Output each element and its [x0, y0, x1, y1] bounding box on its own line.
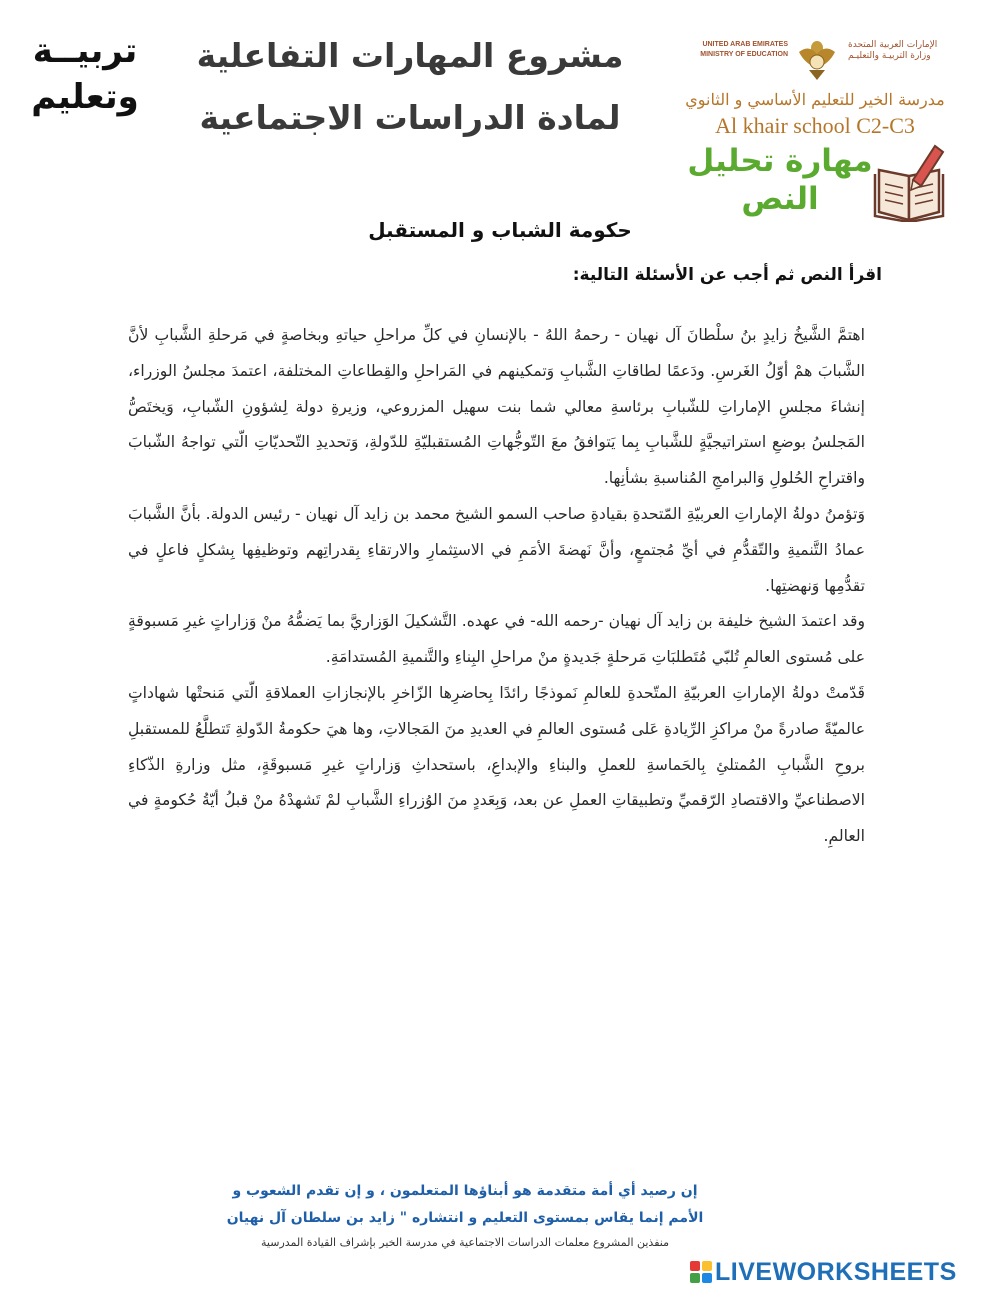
skill-label-line: النص: [741, 181, 819, 217]
instruction-text: اقرأ النص ثم أجب عن الأسئلة التالية:: [572, 265, 882, 285]
uae-falcon-emblem-icon: [795, 34, 839, 82]
project-title-line: لمادة الدراسات الاجتماعية: [199, 98, 621, 137]
brand-square: [702, 1261, 712, 1271]
brand-square: [690, 1261, 700, 1271]
school-name-en: Al khair school C2-C3: [715, 113, 915, 138]
education-logo-line: تربيــة: [32, 31, 138, 71]
brand-name: LIVEWORKSHEETS: [715, 1257, 957, 1286]
footer-quote: [180, 1178, 750, 1232]
ministry-ar-line: الإمارات العربية المتحدة: [848, 40, 938, 50]
education-logo: [30, 28, 140, 120]
skill-label: [685, 142, 875, 218]
footer-quote-line: إن رصيد أي أمة متقدمة هو أبناؤها المتعلمون ، و إن تقدم الشعوب و: [232, 1183, 698, 1199]
ministry-en-line: MINISTRY OF EDUCATION: [700, 51, 788, 58]
passage-paragraph: قَدّمتْ دولةُ الإماراتِ العربيّةِ المتّحدةِ للعالمِ نَموذجًا رائدًا بِحاضرِها الزّاخرِ بالإنجازاتِ العملاقةِ الّتي مَنحتْها شهاداتٍ عالميّةً صادرةً منْ مراكزِ الرِّيادةِ عَلى مُستوى العالمِ في العديدِ منَ المَجالاتِ، وها هيَ حكومةُ الدّولةِ تَتطلَّعُ للمستقبلِ بروحِ الشَّبابِ المُمتلئِ بِالحَماسةِ للعملِ والبناءِ والإبداعِ، باستحداثِ وَزاراتٍ غيرِ مَسبوقَةٍ، مثل وزارةِ الذّكاءِ الاصطناعيِّ والاقتصادِ الرّقميِّ وتطبيقاتِ العملِ عن بعد، وَبِعَددٍ منَ الوُزراءِ الشَّبابِ لمْ تَشهدْهُ منْ قبلُ أيّةُ حُكومةٍ في العالمِ.: [128, 683, 865, 846]
ministry-en-line: UNITED ARAB EMIRATES: [702, 41, 788, 48]
ministry-header: [668, 32, 968, 92]
brand-square: [702, 1273, 712, 1283]
footer-quote-line: الأمم إنما يقاس بمستوى التعليم و انتشاره " زايد بن سلطان آل نهيان: [226, 1210, 704, 1226]
school-name-ar: مدرسة الخير للتعليم الأساسي و الثانوي: [685, 90, 945, 109]
brand-square: [690, 1273, 700, 1283]
project-title: [185, 25, 635, 149]
passage-paragraph: وَتؤمنُ دولةُ الإماراتِ العربيّةِ المّتحدةِ بقيادةِ صاحب السمو الشيخ محمد بن زايد آل نهيان - رئيس الدولة. بأنَّ الشَّبابَ عمادُ التَّنميةِ والتّقدُّمِ في أيِّ مُجتمعٍ، وأنَّ نَهضةَ الأمَمِ في الاستِثمارِ والارتقاءِ بِقدراتِهم وتوظيفِها بِشكلٍ فاعلٍ في تقدُّمِها وَنهضتِها.: [128, 504, 865, 595]
passage-paragraph: اهتمَّ الشَّيخُ زايدٍ بنُ سلْطانَ آل نهيان - رحمهُ اللهُ - بالإنسانِ في كلِّ مراحلِ حياتهِ وبخاصةٍ في مَرحلةِ الشَّبابِ لأنَّ الشَّبابَ همْ أوّلُ الغَرسِ. ودَعمًا لطاقاتِ الشَّبابِ وَتمكينهم في المَراحلِ والقِطاعاتِ المختلفة، اعتمدَ مجلسُ الوزراء، إنشاءَ مجلسِ الإماراتِ للشّبابِ برئاسةِ معالي شما بنت سهيل المزروعي، وزيرةِ دولة لِشؤونِ الشّبابِ، وَيختَصُّ المَجلسُ بوضعِ استراتيجيَّةٍ للشَّبابِ بِما يَتوافقُ معَ التّوجُّهاتِ المُستقبليّةِ للدّولةِ، وَتحديدِ التّحديّاتِ الّتي تواجهُ الشّبابَ واقتراحِ الحُلولِ وَالبرامجِ المُناسبةِ بشأنِها.: [128, 326, 865, 488]
document-title: حكومة الشباب و المستقبل: [368, 218, 632, 242]
open-book-pencil-icon: [873, 140, 945, 222]
skill-label-line: مهارة تحليل: [687, 143, 873, 179]
liveworksheets-brand[interactable]: [690, 1256, 957, 1288]
reading-passage: [128, 318, 865, 855]
ministry-ar-line: وزارة التربيـة والتعليـم: [848, 51, 931, 61]
footer-executors: منفذين المشروع معلمات الدراسات الاجتماعية في مدرسة الخير بإشراف القيادة المدرسية: [261, 1236, 669, 1249]
project-title-line: مشروع المهارات التفاعلية: [196, 36, 624, 75]
education-logo-line: وتعليم: [31, 77, 139, 117]
liveworksheets-logo-icon: [690, 1261, 712, 1283]
ministry-name-ar: [848, 40, 958, 62]
passage-paragraph: وقد اعتمدَ الشيخ خليفة بن زايد آل نهيان -رحمه الله- في عهده. التَّشكيلَ الوَزاريَّ بما يَضمُّهُ منْ وَزاراتٍ غيرِ مَسبوقةٍ على مُستوى العالمِ تُلبّي مُتَطلبَاتِ مَرحلةٍ جَديدةٍ منْ مراحلِ البِناءِ والتَّنميةِ المُستدامَةِ.: [128, 612, 865, 667]
ministry-name-en: [678, 40, 788, 60]
